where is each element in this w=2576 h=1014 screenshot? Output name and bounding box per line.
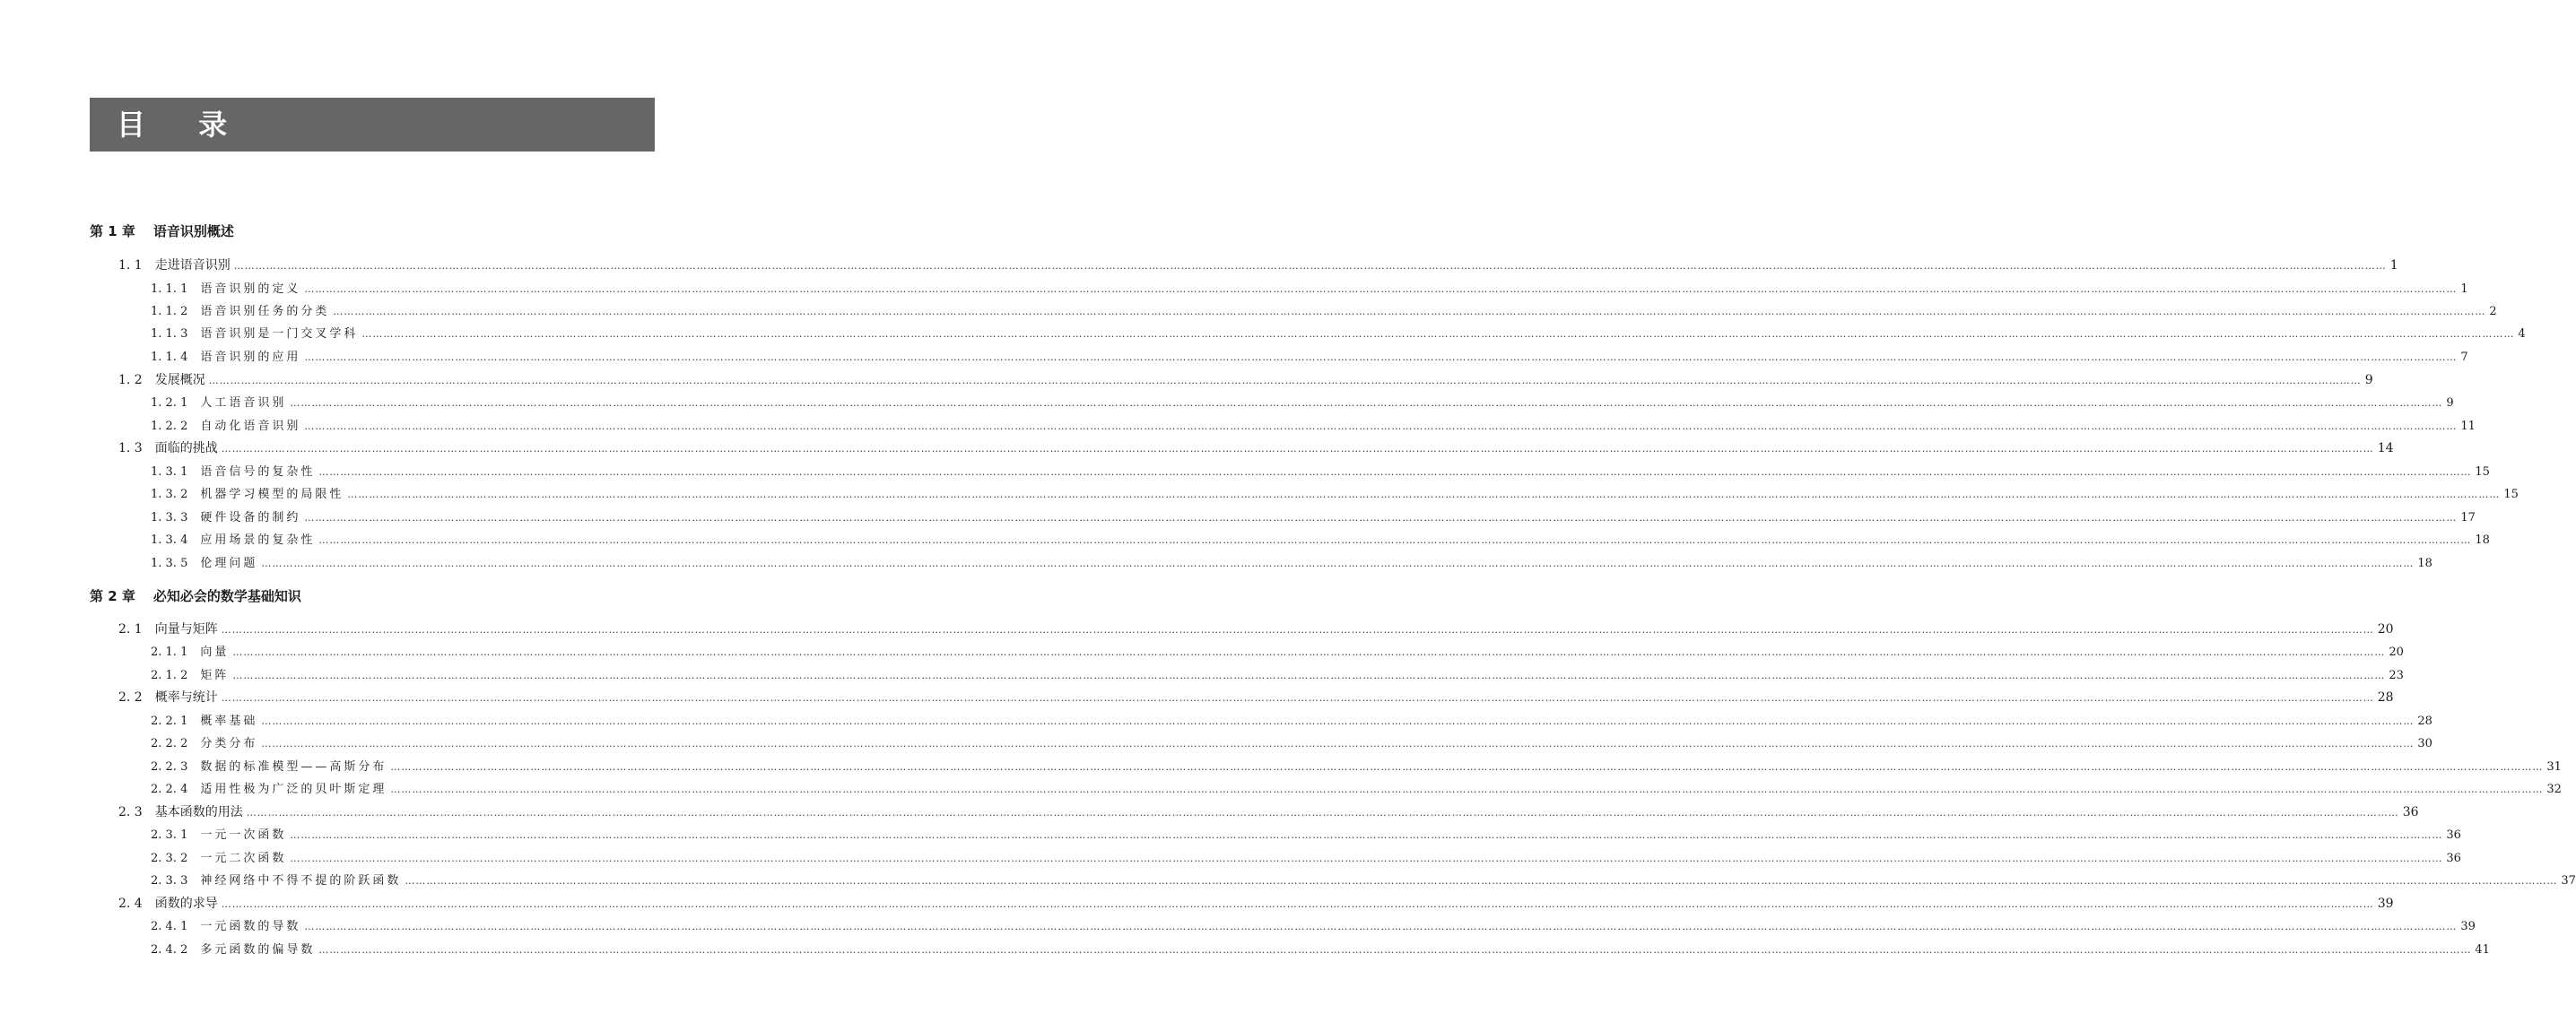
toc-number: 1. 2. 2 [151,420,188,433]
toc-subsection[interactable] [151,733,2432,750]
toc-title: 必知必会的数学基础知识 [152,588,301,604]
toc-section[interactable] [118,802,2419,820]
toc-leader-dots: …………………………………………………………………………………………………………………………………………………………………………………………………………………………………………………………………………………………………………………………………………………………………………………………………………………………………………………………………………………………………………………………………………………… [405,875,2558,887]
toc-title: 应用场景的复杂性 [200,533,316,547]
toc-page-number: 14 [2377,441,2394,455]
toc-number: 2. 1 [118,622,143,637]
toc-leader-dots: …………………………………………………………………………………………………………………………………………………………………………………………………………………………………………………………………………………………………………………………………………………………………………………………………………………………………………………………………………………………………………………………………………………… [390,784,2544,795]
toc-title: 数据的标准模型——高斯分布 [200,760,387,774]
toc-subsection[interactable] [151,393,2454,410]
toc-page-number: 30 [2417,737,2432,750]
toc-section[interactable] [118,894,2394,912]
toc-subsection[interactable] [151,530,2490,547]
toc-number: 1. 3 [118,441,143,455]
toc-subsection[interactable] [151,711,2432,728]
toc-page-number: 18 [2475,533,2490,547]
toc-leader-dots: …………………………………………………………………………………………………………………………………………………………………………………………………………………………………………………………………………………………………………………………………………………………………………………………………………………………………………………………………………………………………………………………………………………… [261,715,2415,727]
toc-number: 1. 3. 1 [151,465,188,479]
toc-leader-dots: …………………………………………………………………………………………………………………………………………………………………………………………………………………………………………………………………………………………………………………………………………………………………………………………………………………………………………………………………………………………………………………………………………………… [304,512,2458,524]
toc-page-number: 1 [2460,282,2468,296]
toc-number: 2. 1. 1 [151,646,188,659]
toc-title: 向量 [200,646,230,659]
toc-number: 2. 3. 1 [151,828,188,842]
toc-subsection[interactable] [151,484,2519,501]
toc-number: 1. 3. 3 [151,511,188,524]
toc-page-number: 28 [2377,690,2394,705]
toc-subsection[interactable] [151,553,2432,570]
toc-title: 机器学习模型的局限性 [200,488,344,501]
toc-subsection[interactable] [151,916,2476,933]
toc-number: 2. 3 [118,805,143,819]
toc-number: 1. 3. 2 [151,488,188,501]
toc-subsection[interactable] [151,779,2562,796]
toc-number: 2. 4 [118,897,143,911]
toc-leader-dots: …………………………………………………………………………………………………………………………………………………………………………………………………………………………………………………………………………………………………………………………………………………………………………………………………………………………………………………………………………………………………………………………………………………… [361,328,2515,340]
toc-number: 2. 2. 4 [151,783,188,796]
page-title: 目 录 [117,108,249,142]
toc-section[interactable] [118,438,2394,456]
toc-leader-dots: …………………………………………………………………………………………………………………………………………………………………………………………………………………………………………………………………………………………………………………………………………………………………………………………………………………………………………………………………………………………………………………………………………………… [221,443,2374,455]
toc-subsection[interactable] [151,940,2490,957]
toc-title: 语音识别的定义 [200,282,301,296]
toc-leader-dots: …………………………………………………………………………………………………………………………………………………………………………………………………………………………………………………………………………………………………………………………………………………………………………………………………………………………………………………………………………………………………………………………………………………… [208,375,2362,386]
toc-page-number: 39 [2377,897,2394,911]
toc-title: 语音识别的应用 [200,351,301,364]
toc-page-number: 9 [2446,396,2454,410]
toc-leader-dots: …………………………………………………………………………………………………………………………………………………………………………………………………………………………………………………………………………………………………………………………………………………………………………………………………………………………………………………………………………………………………………………………………………………… [347,489,2501,500]
toc-page-number: 36 [2446,828,2461,842]
toc-title: 矩阵 [200,669,230,682]
toc-subsection[interactable] [151,324,2526,341]
toc-leader-dots: …………………………………………………………………………………………………………………………………………………………………………………………………………………………………………………………………………………………………………………………………………………………………………………………………………………………………………………………………………………………………………………………………………………… [333,306,2486,317]
toc-subsection[interactable] [151,757,2562,774]
toc-title: 语音信号的复杂性 [200,465,316,479]
toc-leader-dots: …………………………………………………………………………………………………………………………………………………………………………………………………………………………………………………………………………………………………………………………………………………………………………………………………………………………………………………………………………………………………………………………………………………… [390,761,2544,773]
toc-subsection[interactable] [151,848,2461,865]
toc-leader-dots: …………………………………………………………………………………………………………………………………………………………………………………………………………………………………………………………………………………………………………………………………………………………………………………………………………………………………………………………………………………………………………………………………………………… [318,466,2472,478]
toc-number: 2. 2. 3 [151,760,188,774]
toc-leader-dots: …………………………………………………………………………………………………………………………………………………………………………………………………………………………………………………………………………………………………………………………………………………………………………………………………………………………………………………………………………………………………………………………………………………… [221,624,2374,636]
toc-page-number: 15 [2475,465,2490,479]
toc-title: 发展概况 [154,373,205,387]
toc-leader-dots: …………………………………………………………………………………………………………………………………………………………………………………………………………………………………………………………………………………………………………………………………………………………………………………………………………………………………………………………………………………………………………………………………………………… [304,283,2458,295]
toc-title: 向量与矩阵 [154,622,218,637]
toc-number: 1. 1. 2 [151,305,188,318]
toc-title: 语音识别任务的分类 [200,305,330,318]
toc-title: 分类分布 [200,737,258,750]
toc-subsection[interactable] [151,279,2468,296]
toc-leader-dots: …………………………………………………………………………………………………………………………………………………………………………………………………………………………………………………………………………………………………………………………………………………………………………………………………………………………………………………………………………………………………………………………………………………… [318,534,2472,546]
toc-title: 面临的挑战 [154,441,218,455]
toc-leader-dots: …………………………………………………………………………………………………………………………………………………………………………………………………………………………………………………………………………………………………………………………………………………………………………………………………………………………………………………………………………………………………………………………………………………… [304,420,2458,432]
toc-number: 2. 3. 3 [151,874,188,888]
toc-number: 第 1 章 [90,223,135,239]
toc-title: 一元函数的导数 [200,920,301,933]
toc-page-number: 7 [2460,351,2468,364]
toc-title: 语音识别是一门交叉学科 [200,327,359,341]
toc-leader-dots: …………………………………………………………………………………………………………………………………………………………………………………………………………………………………………………………………………………………………………………………………………………………………………………………………………………………………………………………………………………………………………………………………………………… [290,853,2443,864]
toc-number: 2. 4. 1 [151,920,188,933]
toc-title: 一元二次函数 [200,852,287,865]
toc-subsection[interactable] [151,462,2490,479]
toc-number: 1. 1 [118,258,143,273]
toc-leader-dots: …………………………………………………………………………………………………………………………………………………………………………………………………………………………………………………………………………………………………………………………………………………………………………………………………………………………………………………………………………………………………………………………………………………… [290,829,2443,841]
toc-number: 1. 1. 3 [151,327,188,341]
toc-leader-dots: …………………………………………………………………………………………………………………………………………………………………………………………………………………………………………………………………………………………………………………………………………………………………………………………………………………………………………………………………………………………………………………………………………………… [221,898,2374,910]
toc-page-number: 20 [2377,622,2394,637]
toc-number: 1. 1. 1 [151,282,188,296]
toc-leader-dots: …………………………………………………………………………………………………………………………………………………………………………………………………………………………………………………………………………………………………………………………………………………………………………………………………………………………………………………………………………………………………………………………………………………… [246,807,2399,819]
toc-number: 2. 3. 2 [151,852,188,865]
toc-page-number: 23 [2389,669,2404,682]
toc-title: 函数的求导 [154,897,218,911]
toc-subsection[interactable] [151,507,2476,524]
toc-title: 适用性极为广泛的贝叶斯定理 [200,783,387,796]
toc-chapter[interactable] [90,221,655,240]
toc-page-number: 9 [2364,373,2373,387]
toc-number: 2. 4. 2 [151,943,188,957]
toc-number: 1. 3. 4 [151,533,188,547]
toc-page-number: 11 [2460,420,2476,433]
toc-title: 概率与统计 [154,690,218,705]
toc-subsection[interactable] [151,825,2461,842]
toc-subsection[interactable] [151,642,2404,659]
toc-leader-dots: …………………………………………………………………………………………………………………………………………………………………………………………………………………………………………………………………………………………………………………………………………………………………………………………………………………………………………………………………………………………………………………………………………………… [233,260,2387,272]
toc-number: 1. 2. 1 [151,396,188,410]
toc-page-number: 31 [2546,760,2562,774]
toc-title: 伦理问题 [200,557,258,570]
toc-leader-dots: …………………………………………………………………………………………………………………………………………………………………………………………………………………………………………………………………………………………………………………………………………………………………………………………………………………………………………………………………………………………………………………………………………………… [261,738,2415,750]
toc-page-number: 41 [2475,943,2490,957]
toc-number: 1. 2 [118,373,143,387]
toc-number: 1. 3. 5 [151,557,188,570]
toc-leader-dots: …………………………………………………………………………………………………………………………………………………………………………………………………………………………………………………………………………………………………………………………………………………………………………………………………………………………………………………………………………………………………………………………………………………… [304,351,2458,363]
toc-leader-dots: …………………………………………………………………………………………………………………………………………………………………………………………………………………………………………………………………………………………………………………………………………………………………………………………………………………………………………………………………………………………………………………………………………………… [232,646,2386,658]
toc-leader-dots: …………………………………………………………………………………………………………………………………………………………………………………………………………………………………………………………………………………………………………………………………………………………………………………………………………………………………………………………………………………………………………………………………………………… [232,670,2386,681]
toc-page-number: 32 [2546,783,2562,796]
toc-leader-dots: …………………………………………………………………………………………………………………………………………………………………………………………………………………………………………………………………………………………………………………………………………………………………………………………………………………………………………………………………………………………………………………………………………………… [318,944,2472,956]
toc-title: 概率基础 [200,715,258,728]
toc-title: 人工语音识别 [200,396,287,410]
toc-leader-dots: …………………………………………………………………………………………………………………………………………………………………………………………………………………………………………………………………………………………………………………………………………………………………………………………………………………………………………………………………………………………………………………………………………………… [221,692,2374,704]
toc-page-number: 1 [2389,258,2398,273]
toc-title: 语音识别概述 [152,223,234,239]
toc-number: 1. 1. 4 [151,351,188,364]
toc-page-number: 36 [2446,852,2461,865]
toc-page-number: 15 [2503,488,2519,501]
toc-section[interactable] [118,688,2394,706]
toc-number: 第 2 章 [90,588,135,604]
toc-page-number: 20 [2389,646,2404,659]
toc-number: 2. 2 [118,690,143,705]
toc-leader-dots: …………………………………………………………………………………………………………………………………………………………………………………………………………………………………………………………………………………………………………………………………………………………………………………………………………………………………………………………………………………………………………………………………………………… [304,921,2458,932]
toc-subsection[interactable] [151,347,2468,364]
toc-title: 自动化语音识别 [200,420,301,433]
toc-number: 2. 2. 1 [151,715,188,728]
toc-title: 神经网络中不得不提的阶跃函数 [200,874,402,888]
toc-leader-dots: …………………………………………………………………………………………………………………………………………………………………………………………………………………………………………………………………………………………………………………………………………………………………………………………………………………………………………………………………………………………………………………………………………………… [261,558,2415,569]
toc-subsection[interactable] [151,301,2497,318]
toc-number: 2. 2. 2 [151,737,188,750]
toc-page-number: 28 [2417,715,2432,728]
toc-page-number: 18 [2417,557,2432,570]
toc-leader-dots: …………………………………………………………………………………………………………………………………………………………………………………………………………………………………………………………………………………………………………………………………………………………………………………………………………………………………………………………………………………………………………………………………………………… [290,397,2443,409]
toc-page-number: 4 [2518,327,2526,341]
toc-page-number: 2 [2489,305,2497,318]
toc-section[interactable] [118,256,2398,273]
toc-subsection[interactable] [151,665,2404,682]
toc-title: 走进语音识别 [154,258,231,273]
toc-section[interactable] [118,370,2373,388]
toc-number: 2. 1. 2 [151,669,188,682]
toc-subsection[interactable] [151,871,2576,888]
toc-chapter[interactable] [90,586,655,605]
toc-section[interactable] [118,620,2394,637]
toc-title: 一元一次函数 [200,828,287,842]
toc-page-number: 39 [2460,920,2476,933]
toc-page-number: 17 [2460,511,2476,524]
toc-title: 多元函数的偏导数 [200,943,316,957]
toc-title: 硬件设备的制约 [200,511,301,524]
toc-title: 基本函数的用法 [154,805,243,819]
toc-page-number: 36 [2402,805,2419,819]
toc-page-number: 37 [2561,874,2576,888]
toc-subsection[interactable] [151,416,2476,433]
